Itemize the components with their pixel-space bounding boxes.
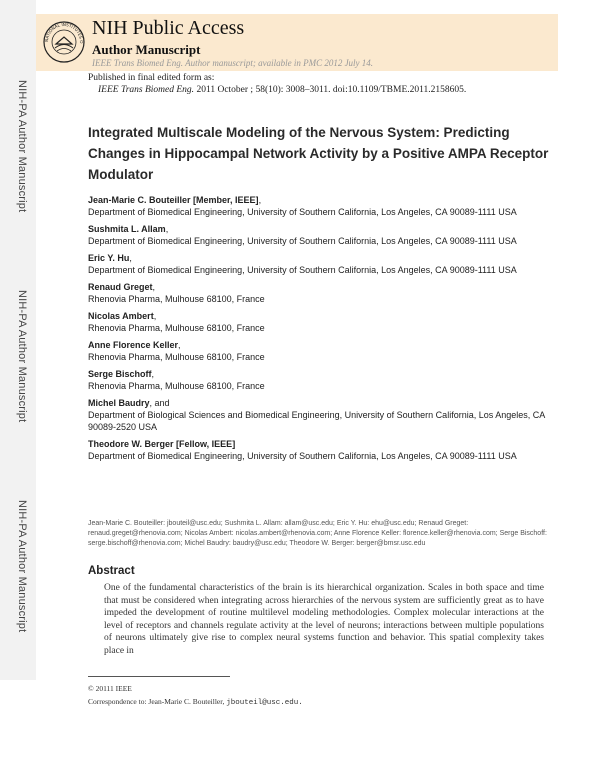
author-affiliation: Rhenovia Pharma, Mulhouse 68100, France xyxy=(88,352,265,362)
author-affiliation: Rhenovia Pharma, Mulhouse 68100, France xyxy=(88,381,265,391)
correspondence-email[interactable]: jbouteil@usc.edu. xyxy=(226,699,303,707)
abstract-text: One of the fundamental characteristics of the brain is its hierarchical organization. Scales in both space and time that must be considered when integrating across hierarchies of the nervous system are sufficiently great as to have impeded the development of routine multilevel modeling methodologies. Complex molecular interactions at the level of receptors and channels regulate activity at the level of neurons; interactions between multiple populations of neurons ultimately give rise to complex neural systems function and behavior. This spatial complexity takes place in xyxy=(104,583,544,656)
author-affiliation: Rhenovia Pharma, Mulhouse 68100, France xyxy=(88,323,265,333)
copyright-notice: © 20111 IEEE xyxy=(88,684,132,693)
author-name: Nicolas Ambert xyxy=(88,311,154,321)
author-affiliation: Department of Biomedical Engineering, University of Southern California, Los Angeles, CA 90089-1111 USA xyxy=(88,451,517,461)
author-affiliation: Department of Biomedical Engineering, University of Southern California, Los Angeles, CA 90089-1111 USA xyxy=(88,265,517,275)
author-name: Sushmita L. Allam xyxy=(88,224,166,234)
correspondence-label: Correspondence to: Jean-Marie C. Bouteiller, xyxy=(88,697,225,706)
correspondence-note xyxy=(88,697,303,707)
author-name: Renaud Greget xyxy=(88,282,153,292)
banner-subtitle: Author Manuscript xyxy=(92,42,201,57)
author-list xyxy=(88,194,558,467)
author-suffix: , xyxy=(129,253,132,263)
author-entry xyxy=(88,310,558,334)
author-affiliation: Department of Biomedical Engineering, University of Southern California, Los Angeles, CA 90089-1111 USA xyxy=(88,207,517,217)
journal-name: IEEE Trans Biomed Eng. xyxy=(98,85,195,95)
author-entry xyxy=(88,397,558,433)
citation-details: 2011 October ; 58(10): 3008–3011. doi:10.1109/TBME.2011.2158605. xyxy=(196,85,467,95)
author-name: Jean-Marie C. Bouteiller [Member, IEEE] xyxy=(88,195,259,205)
author-affiliation: Rhenovia Pharma, Mulhouse 68100, France xyxy=(88,294,265,304)
footnote-divider xyxy=(88,676,230,677)
abstract-heading: Abstract xyxy=(88,565,135,577)
paper-title: Integrated Multiscale Modeling of the Nervous System: Predicting Changes in Hippocampal Network Activity by a Positive AMPA Receptor Modulator xyxy=(88,125,549,182)
author-name: Eric Y. Hu xyxy=(88,253,130,263)
side-margin xyxy=(0,0,36,680)
published-label: Published in final edited form as: xyxy=(88,73,215,83)
author-entry xyxy=(88,252,558,276)
author-entry xyxy=(88,339,558,363)
author-name: Theodore W. Berger [Fellow, IEEE] xyxy=(88,439,236,449)
author-entry xyxy=(88,223,558,247)
author-suffix: , and xyxy=(149,398,170,408)
nih-logo xyxy=(40,14,88,70)
author-affiliation: Department of Biomedical Engineering, University of Southern California, Los Angeles, CA 90089-1111 USA xyxy=(88,236,517,246)
author-name: Michel Baudry xyxy=(88,398,150,408)
citation xyxy=(98,85,466,95)
author-suffix: , xyxy=(151,369,155,379)
author-suffix: , xyxy=(165,224,169,234)
banner-title: NIH Public Access xyxy=(92,17,245,39)
author-suffix: , xyxy=(152,282,156,292)
author-emails: Jean-Marie C. Bouteiller: jbouteil@usc.edu; Sushmita L. Allam: allam@usc.edu; Eric Y. Hu: ehu@usc.edu; Renaud Greget: renaud.greget@rhenovia.com; Nicolas Ambert: nicolas.ambert@rhenovia.com; Anne Florence Keller: florence.keller@rhenovia.com; Serge Bischoff: serge.bischoff@rhenovia.com; Michel Baudry: baudry@usc.edu; Theodore W. Berger: berger@bmsr.usc.edu xyxy=(88,520,547,547)
author-entry xyxy=(88,281,558,305)
author-suffix: , xyxy=(258,195,262,205)
side-label-bottom: NIH-PA Author Manuscript xyxy=(16,500,28,633)
side-label-middle: NIH-PA Author Manuscript xyxy=(16,290,28,423)
author-entry xyxy=(88,194,558,218)
author-name: Serge Bischoff xyxy=(88,369,152,379)
author-suffix: , xyxy=(178,340,181,350)
svg-text:NATIONAL INSTITUTES OF HEALTH: NATIONAL INSTITUTES O xyxy=(43,21,85,44)
availability-note: IEEE Trans Biomed Eng. Author manuscript; available in PMC 2012 July 14. xyxy=(92,58,374,68)
author-entry xyxy=(88,368,558,392)
side-label-top: NIH-PA Author Manuscript xyxy=(16,80,28,213)
author-suffix: , xyxy=(153,311,157,321)
author-affiliation: Department of Biological Sciences and Biomedical Engineering, University of Southern California, Los Angeles, CA 90089-2520 USA xyxy=(88,410,545,432)
author-entry xyxy=(88,438,558,462)
author-name: Anne Florence Keller xyxy=(88,340,179,350)
